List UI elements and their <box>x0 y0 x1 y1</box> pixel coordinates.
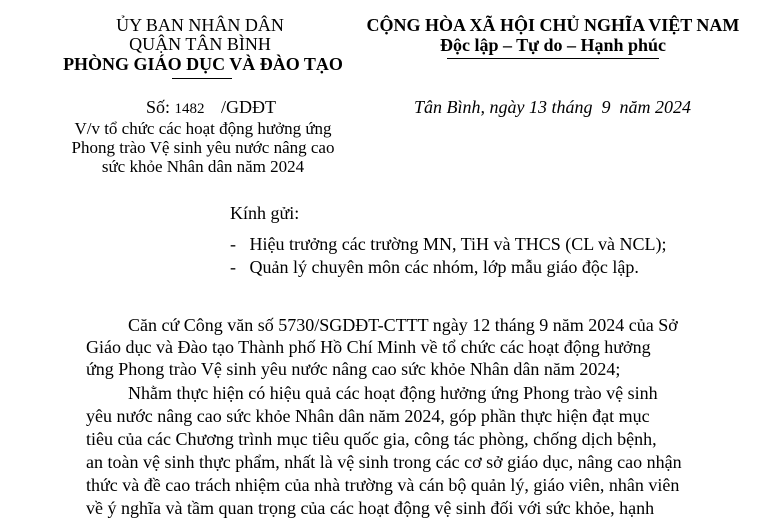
agency-name: PHÒNG GIÁO DỤC VÀ ĐÀO TẠO <box>63 54 343 74</box>
paragraph-1-line: ứng Phong trào Vệ sinh yêu nước nâng cao sức khỏe Nhân dân năm 2024; <box>86 359 621 379</box>
subject-line-3: sức khỏe Nhân dân năm 2024 <box>101 157 305 176</box>
subject-line-2: Phong trào Vệ sinh yêu nước nâng cao <box>71 138 335 157</box>
paragraph-2-line: Nhằm thực hiện có hiệu quả các hoạt động hưởng ứng Phong trào vệ sinh <box>128 383 658 403</box>
subject-line-1: V/v tổ chức các hoạt động hưởng ứng <box>74 119 332 138</box>
so-suffix: /GDĐT <box>221 97 277 117</box>
paragraph-1-line: Giáo dục và Đào tạo Thành phố Hồ Chí Minh về tổ chức các hoạt động hưởng <box>86 337 651 357</box>
recipient-label: Kính gửi: <box>230 203 300 223</box>
recipient-item: - Quản lý chuyên môn các nhóm, lớp mẫu giáo độc lập. <box>230 257 639 277</box>
paragraph-2-line: tiêu của các Chương trình mục tiêu quốc gia, công tác phòng, chống dịch bệnh, <box>86 429 657 449</box>
paragraph-2-line: an toàn vệ sinh thực phẩm, nhất là vệ sinh trong các cơ sở giáo dục, nâng cao nhận <box>86 452 682 472</box>
recipient-item: - Hiệu trưởng các trường MN, TiH và THCS (CL và NCL); <box>230 234 667 254</box>
paragraph-2-line: yêu nước nâng cao sức khỏe Nhân dân năm 2024, góp phần thực hiện đạt mục <box>86 406 650 426</box>
paragraph-2-line: thức và đề cao trách nhiệm của nhà trường và cán bộ quản lý, giáo viên, nhân viên <box>86 475 680 495</box>
agency-line-1: ỦY BAN NHÂN DÂN <box>116 15 284 35</box>
motto-underline <box>447 58 659 59</box>
agency-underline <box>172 78 232 79</box>
paragraph-2-line: về ý nghĩa và tầm quan trọng của các hoạt động vệ sinh đối với sức khỏe, hạnh <box>86 498 655 518</box>
nation-title: CỘNG HÒA XÃ HỘI CHỦ NGHĨA VIỆT NAM <box>366 15 740 35</box>
place-date: Tân Bình, ngày 13 tháng 9 năm 2024 <box>414 97 691 117</box>
so-label: Số: <box>146 97 171 117</box>
paragraph-1-line: Căn cứ Công văn số 5730/SGDĐT-CTTT ngày 12 tháng 9 năm 2024 của Sở <box>128 315 678 335</box>
so-number: 1482 <box>174 101 205 117</box>
agency-line-2: QUẬN TÂN BÌNH <box>129 34 271 54</box>
nation-motto: Độc lập – Tự do – Hạnh phúc <box>439 35 667 55</box>
document-number <box>146 96 276 120</box>
